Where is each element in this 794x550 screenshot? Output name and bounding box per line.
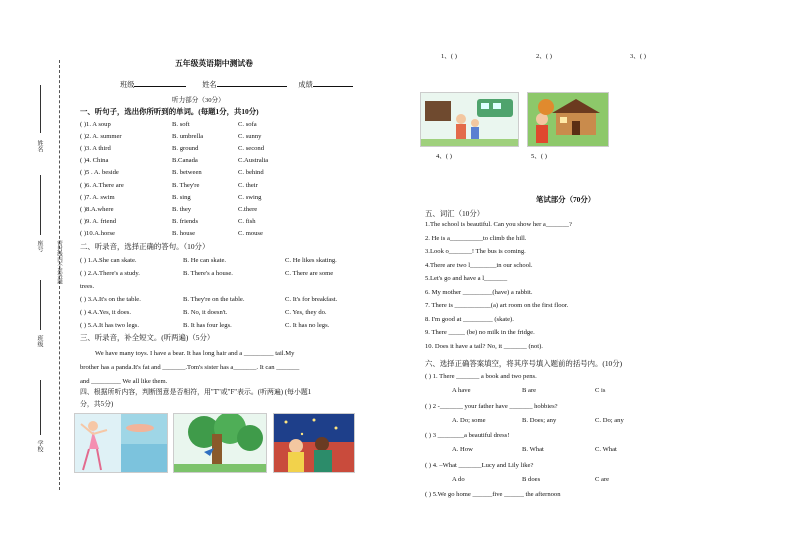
section1-item[interactable]: ( )2. A. summer — [80, 133, 122, 141]
section1-item[interactable]: ( )6. A.There are — [80, 181, 124, 189]
section1-option-b: B. They're — [172, 181, 200, 189]
section1-item[interactable]: ( )1. A soup — [80, 121, 111, 128]
section6-option-c: C is — [595, 387, 606, 394]
margin-school-line — [40, 380, 41, 435]
section5-heading: 五、词汇（10分） — [425, 209, 485, 218]
margin-name-label: 姓名 — [36, 140, 42, 152]
section5-item[interactable]: 10. Does it have a tail? No, it _______ (not). — [425, 342, 543, 350]
section2-option-b: B. He can skate. — [183, 257, 227, 264]
section1-option-c: C. mouse — [238, 229, 263, 237]
section6-option-a: A. How — [452, 446, 473, 453]
section1-option-b: B.Canada — [172, 157, 198, 165]
section1-option-b: B. umbrella — [172, 133, 204, 141]
margin-class-label: 班级 — [36, 335, 42, 347]
section5-item[interactable]: 8. I'm good at _________ (skate). — [425, 315, 514, 323]
pic-answer-4[interactable]: 4、( ) — [436, 153, 452, 160]
section2-option-b: B. They're on the table. — [183, 296, 245, 303]
section6-option-a: A have — [452, 387, 471, 394]
margin-class-line — [40, 280, 41, 330]
section2-option-c: C. Yes, they do. — [285, 309, 327, 316]
section3-heading: 三、听录音，补全短文。(听两遍)（5分） — [80, 333, 215, 342]
section3-line-2: brother has a panda.It's fat and _______.Tom's sister has a_______. It can _______ — [80, 364, 300, 371]
info-line — [120, 80, 353, 90]
section2-item: trees. — [80, 283, 95, 290]
section6-option-a: A. Do; some — [452, 416, 486, 424]
section1-option-b: B. soft — [172, 121, 190, 128]
section6-option-b: B. Does; any — [522, 416, 557, 424]
section1-item[interactable]: ( )9. A. friend — [80, 217, 117, 225]
margin-school-label: 学校 — [36, 440, 42, 452]
section3-line-3: and _________ We all like them. — [80, 378, 168, 385]
section1-option-c: C. their — [238, 181, 258, 189]
section1-option-b: B. they — [172, 205, 192, 213]
section6-option-c: C are — [595, 475, 610, 483]
pic-answer-2[interactable]: 2、( ) — [536, 53, 552, 60]
section6-question[interactable]: ( ) 2 -_______ your father have _______ hobbies? — [425, 402, 558, 410]
section1-item[interactable]: ( )10.A.horse — [80, 229, 115, 237]
margin-seat-line — [40, 175, 41, 235]
section1-option-b: B. house — [172, 229, 196, 237]
section1-option-c: C. swing — [238, 193, 262, 201]
section5-item[interactable]: 7. There is ___________(a) art room on the first floor. — [425, 302, 569, 309]
pic-answer-1[interactable]: 1、( ) — [441, 53, 457, 60]
pic-answer-3[interactable]: 3、( ) — [630, 53, 646, 60]
section6-option-b: B does — [522, 475, 541, 483]
score-blank[interactable] — [313, 80, 353, 87]
section1-option-c: C. behind — [238, 169, 264, 177]
section5-item[interactable]: 6. My mother _________(have) a rabbit. — [425, 288, 533, 296]
section4-heading-2: 分，共5分) — [80, 401, 114, 408]
section6-question[interactable]: ( ) 1. There _______ a book and two pens. — [425, 373, 537, 380]
section6-question[interactable]: ( ) 5.We go home ______five ______ the afternoon — [425, 491, 561, 498]
section1-option-c: C.there — [238, 205, 258, 213]
margin-seat-label: 座号 — [36, 240, 42, 252]
section1-option-b: B. friends — [172, 217, 199, 225]
margin-warning: 密封线内不准答题 — [56, 240, 62, 284]
section2-item[interactable]: ( ) 4.A.Yes, it does. — [80, 309, 131, 316]
section1-option-c: C.Australia — [238, 157, 269, 165]
written-header: 笔试部分（70分） — [536, 195, 596, 204]
section1-item[interactable]: ( )4. China — [80, 157, 109, 165]
score-label: 成绩 — [298, 81, 313, 89]
section1-option-c: C. sunny — [238, 133, 262, 141]
picture-bus-kids — [420, 92, 519, 147]
section1-option-b: B. ground — [172, 145, 199, 153]
section1-option-b: B. sing — [172, 193, 191, 201]
section2-option-b: B. It has four legs. — [183, 322, 232, 329]
name-label: 姓名 — [202, 81, 217, 89]
section1-item[interactable]: ( )3. A third — [80, 145, 111, 153]
pic-answer-5[interactable]: 5、( ) — [531, 153, 547, 160]
section6-option-b: B are — [522, 387, 537, 394]
section2-item[interactable]: ( ) 2.A.There's a study. — [80, 270, 140, 277]
section6-option-c: C. What — [595, 446, 617, 453]
section1-option-c: C. fish — [238, 217, 256, 225]
section2-option-c: C. It has no legs. — [285, 322, 330, 329]
picture-house-girl — [527, 92, 609, 147]
section1-heading: 一、听句子，选出你所听到的单词。(每题1分，共10分) — [80, 107, 259, 116]
section3-line-1: We have many toys. I have a bear. It has long hair and a _________ tail.My — [95, 350, 295, 357]
section1-option-c: C. sofa — [238, 121, 257, 128]
picture-tree-bird — [173, 413, 267, 473]
section1-option-c: C. second — [238, 145, 265, 153]
section5-item[interactable]: 2. He is a__________to climb the hill. — [425, 234, 527, 242]
section4-heading: 四、根据所听内容，判断图意是否相符，用"T"或"F"表示。(听两遍) (每小题1 — [80, 389, 312, 396]
section1-option-b: B. between — [172, 169, 202, 177]
section5-item[interactable]: 5.Let's go and have a l_______ — [425, 275, 508, 282]
section2-item[interactable]: ( ) 1.A.She can skate. — [80, 257, 137, 264]
section6-question[interactable]: ( ) 3 ________a beautiful dress! — [425, 432, 510, 439]
section6-heading: 六、选择正确答案填空，将其序号填入题前的括号内。(10分) — [425, 359, 623, 368]
section6-option-a: A do — [452, 475, 465, 483]
margin-name-line — [40, 85, 41, 133]
listening-header: 听力部分（30分） — [172, 97, 225, 104]
section5-item[interactable]: 9. There _____ (be) no milk in the fridge. — [425, 329, 535, 336]
section5-item[interactable]: 3.Look o_______! The bus is coming. — [425, 248, 526, 255]
picture-dance-swim — [74, 413, 168, 473]
section6-option-b: B. What — [522, 446, 544, 453]
section5-item[interactable]: 4.There are two l________in our school. — [425, 261, 533, 269]
section2-option-b: B. No, it doesn't. — [183, 309, 228, 316]
section2-item[interactable]: ( ) 3.A.It's on the table. — [80, 296, 141, 303]
section2-option-c: C. It's for breakfast. — [285, 296, 338, 303]
class-label: 班级 — [120, 81, 135, 89]
section5-item[interactable]: 1.The school is beautiful. Can you show her a_______? — [425, 221, 572, 228]
class-blank[interactable] — [134, 80, 186, 87]
section1-item[interactable]: ( )7. A. swim — [80, 193, 115, 201]
section6-option-c: C. Do; any — [595, 416, 624, 424]
section6-question[interactable]: ( ) 4. –What _______Lucy and Lily like? — [425, 461, 534, 469]
section1-item[interactable]: ( )5 . A. beside — [80, 169, 119, 177]
section2-option-c: C. There are some — [285, 270, 334, 277]
page-title: 五年级英语期中测试卷 — [175, 59, 253, 68]
section2-item[interactable]: ( ) 5.A.It has two legs. — [80, 322, 139, 329]
section2-option-b: B. There's a house. — [183, 270, 233, 277]
name-blank[interactable] — [217, 80, 287, 87]
section1-item[interactable]: ( )8.A.where — [80, 205, 114, 213]
section2-heading: 二、听录音，选择正确的答句。（10分） — [80, 242, 210, 251]
section2-option-c: C. He likes skating. — [285, 257, 337, 264]
picture-kids-stars — [273, 413, 355, 473]
